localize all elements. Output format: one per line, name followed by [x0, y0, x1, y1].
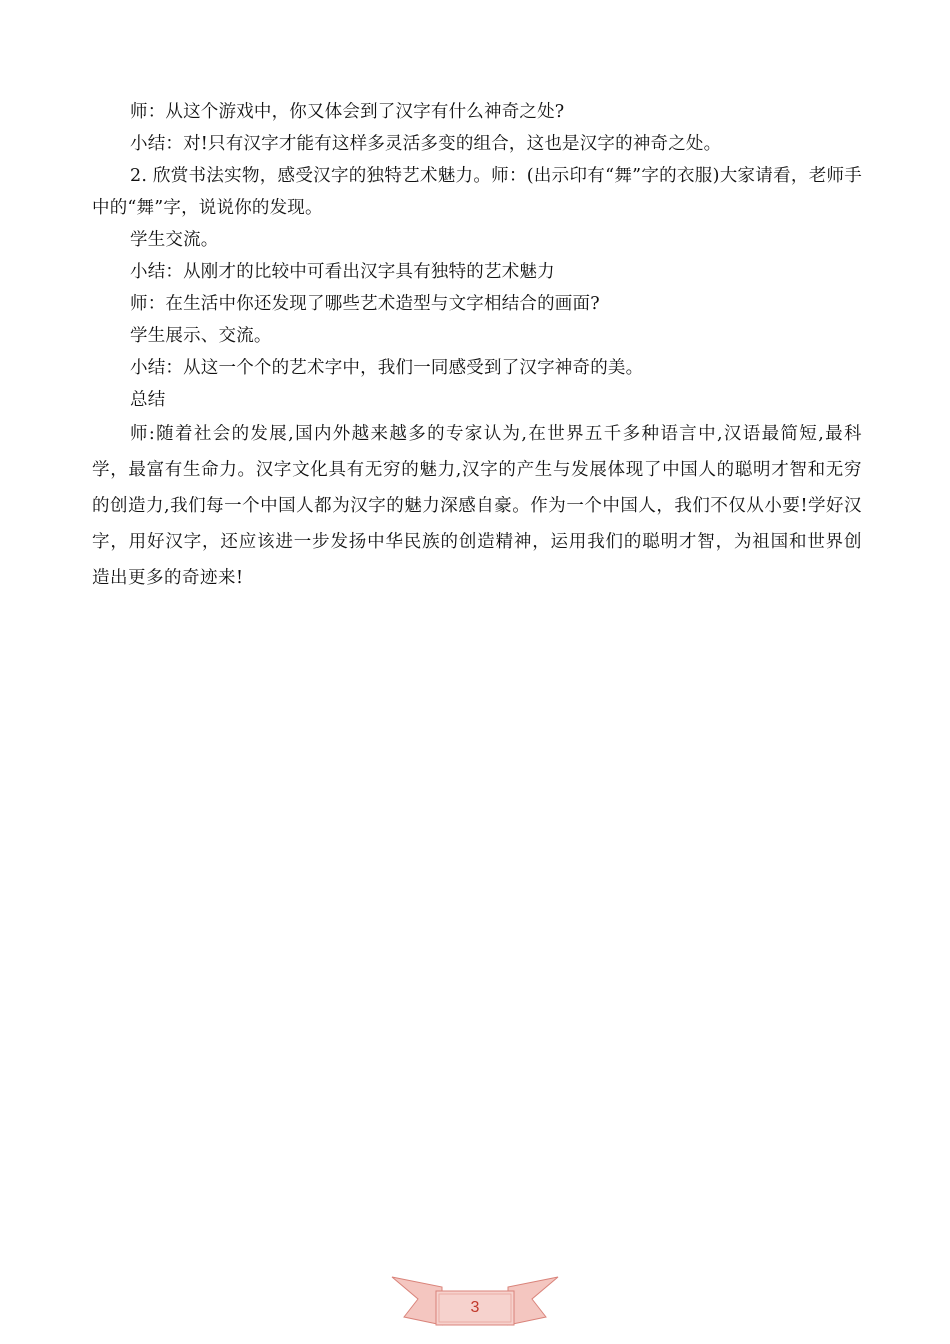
paragraph-teacher-question: 师：从这个游戏中，你又体会到了汉字有什么神奇之处? [130, 102, 565, 122]
ribbon-right-tail [508, 1277, 558, 1325]
page-number: 3 [470, 1299, 480, 1316]
paragraph-conclusion: 师:随着社会的发展,国内外越来越多的专家认为,在世界五千多种语言中,汉语最简短,最科学，最富有生命力。汉字文化具有无穷的魅力,汉字的产生与发展体现了中国人的聪明才智和无穷的创造力,我们每一个中国人都为汉字的魅力深感自豪。作为一个中国人，我们不仅从小要!学好汉字，用好汉字，还应该进一步发扬中华民族的创造精神，运用我们的聪明才智，为祖国和世界创造出更多的奇迹来! [92, 424, 862, 588]
page-number-ribbon [390, 1273, 560, 1329]
paragraph-summary-beauty: 小结：从这一个个的艺术字中，我们一同感受到了汉字神奇的美。 [130, 358, 644, 378]
paragraph-student-exchange: 学生交流。 [130, 230, 219, 250]
paragraph-teacher-life-question: 师：在生活中你还发现了哪些艺术造型与文字相结合的画面? [130, 294, 600, 314]
document-body [92, 96, 862, 596]
paragraph-student-display: 学生展示、交流。 [130, 326, 272, 346]
ribbon-left-tail [392, 1277, 442, 1325]
paragraph-summary-combination: 小结：对!只有汉字才能有这样多灵活多变的组合，这也是汉字的神奇之处。 [130, 134, 722, 154]
section-heading-conclusion: 总结 [130, 390, 166, 410]
paragraph-calligraphy-appreciation: 2. 欣赏书法实物，感受汉字的独特艺术魅力。师：(出示印有“舞”字的衣服)大家请看，老师手中的“舞”字，说说你的发现。 [92, 166, 862, 218]
paragraph-summary-art-charm: 小结：从刚才的比较中可看出汉字具有独特的艺术魅力 [130, 262, 555, 282]
